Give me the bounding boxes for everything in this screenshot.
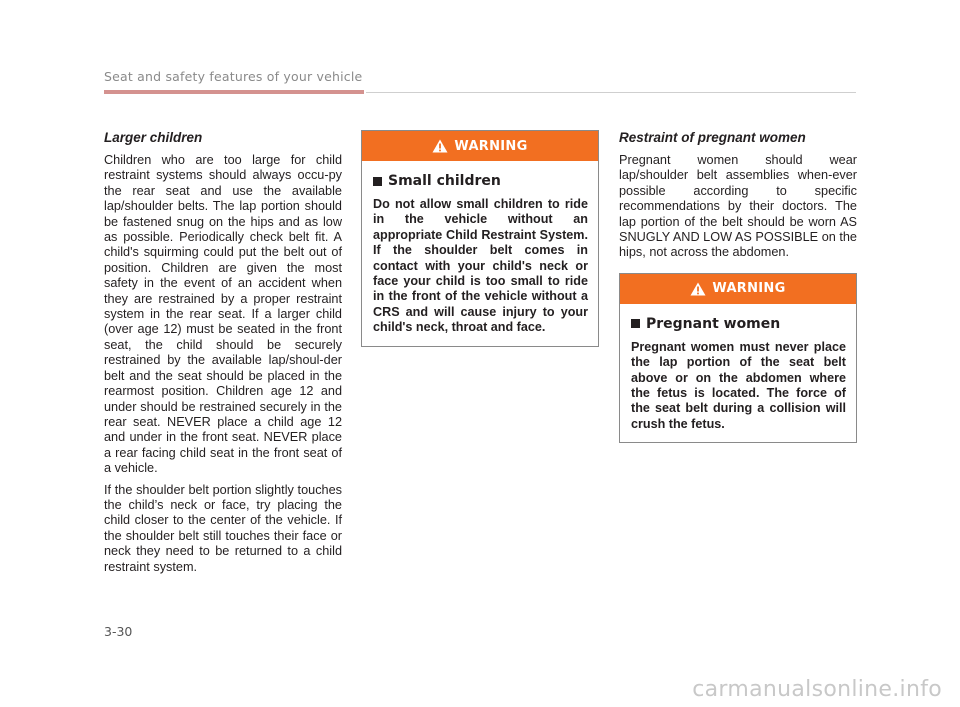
page-number: 3-30 xyxy=(104,624,133,639)
warning-label: WARNING xyxy=(712,281,786,297)
warning-subtitle: Pregnant women xyxy=(646,315,781,332)
square-bullet-icon xyxy=(631,319,640,328)
header-accent-rule xyxy=(104,90,364,94)
warning-text: Do not allow small children to ride in the vehicle without an appropriate Child Restraint System. If the shoulder belt comes in contact with your child's neck or face your child is too small to ride in the front of the vehicle without a CRS and will cause injury to your child's neck, throat and face. xyxy=(373,197,588,335)
warning-header xyxy=(620,274,856,304)
warning-subtitle-row xyxy=(373,173,588,189)
right-column xyxy=(619,130,857,443)
warning-box-pregnant-women xyxy=(619,273,857,443)
left-column xyxy=(104,130,342,581)
watermark: carmanualsonline.info xyxy=(692,677,942,702)
warning-subtitle-row xyxy=(631,316,846,332)
warning-triangle-icon xyxy=(432,139,448,153)
header-thin-rule xyxy=(366,92,856,93)
square-bullet-icon xyxy=(373,177,382,186)
paragraph-larger-children-1: Children who are too large for child restraint systems should always occu-py the rear seat and use the available lap/shoulder belts. The lap portion should be fastened snug on the hips and as low as possible. Periodically check belt fit. A child's squirming could put the belt out of position. Children are given the most safety in the event of an accident when they are restrained by a proper restraint system in the rear seat. If a larger child (over age 12) must be seated in the front seat, the child should be securely restrained by the available lap/shoul-der belt and the seat should be placed in the rearmost position. Children age 12 and under should be restrained securely in the rear seat. NEVER place a child age 12 and under in the front seat. NEVER place a rear facing child seat in the front seat of a vehicle. xyxy=(104,153,342,476)
paragraph-larger-children-2: If the shoulder belt portion slightly touches the child’s neck or face, try placing the child closer to the center of the vehicle. If the shoulder belt still touches their face or neck they need to be returned to a child restraint system. xyxy=(104,482,342,574)
warning-label: WARNING xyxy=(454,138,528,154)
warning-header xyxy=(362,131,598,161)
warning-text: Pregnant women must never place the lap portion of the seat belt above or on the abdomen where the fetus is located. The force of the seat belt during a collision will crush the fetus. xyxy=(631,339,846,431)
warning-box-small-children xyxy=(361,130,599,347)
paragraph-pregnant-women: Pregnant women should wear lap/shoulder belt assemblies when-ever possible according to specific recommendations by their doctors. The lap portion of the belt should be worn AS SNUGLY AND LOW AS POSSIBLE on the hips, not across the abdomen. xyxy=(619,153,857,260)
middle-column xyxy=(361,130,599,347)
warning-triangle-icon xyxy=(690,282,706,296)
heading-larger-children: Larger children xyxy=(104,130,203,145)
section-header-title: Seat and safety features of your vehicle xyxy=(104,69,363,84)
heading-pregnant-women: Restraint of pregnant women xyxy=(619,130,806,145)
warning-subtitle: Small children xyxy=(388,173,501,189)
